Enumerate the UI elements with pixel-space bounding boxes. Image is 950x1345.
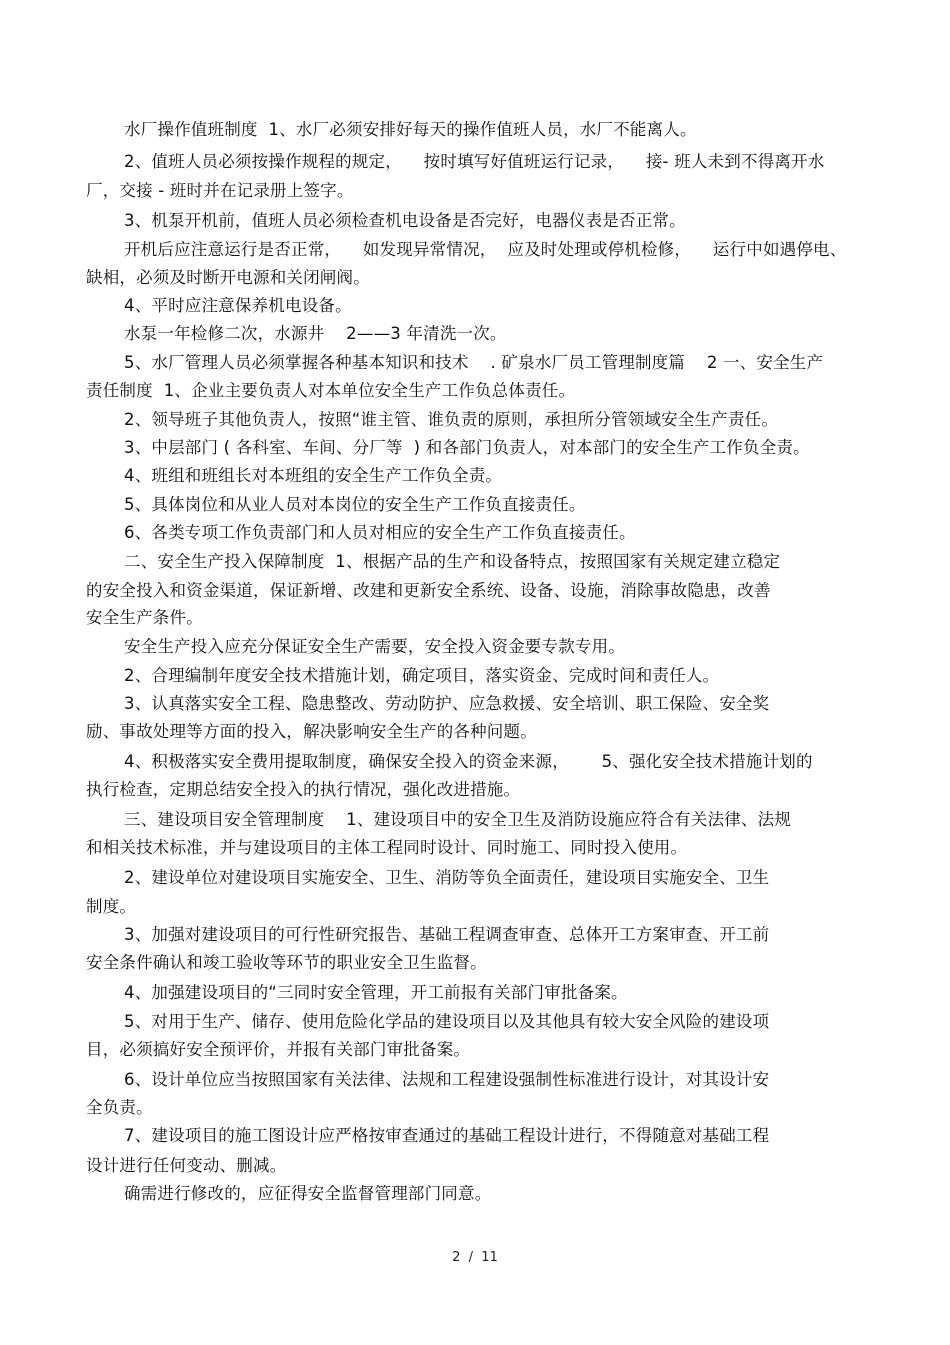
text-line: 6、设计单位应当按照国家有关法律、法规和工程建设强制性标准进行设计，对其设计安 [124,1070,770,1089]
text-line: 确需进行修改的，应征得安全监督管理部门同意。 [124,1184,492,1203]
text-line: 执行检查，定期总结安全投入的执行情况，强化改进措施。 [86,780,521,799]
text-line: 励、事故处理等方面的投入，解决影响安全生产的各种问题。 [86,722,537,741]
text-line: 三、建设项目安全管理制度 1、建设项目中的安全卫生及消防设施应符合有关法律、法规 [124,810,792,829]
text-line: 6、各类专项工作负责部门和人员对相应的安全生产工作负直接责任。 [124,523,636,542]
text-line: 2、领导班子其他负责人，按照“谁主管、谁负责的原则，承担所分管领域安全生产责任。 [124,410,779,429]
text-line: 2、合理编制年度安全技术措施计划，确定项目，落实资金、完成时间和责任人。 [124,666,720,685]
text-line: 水泵一年检修二次，水源井 2——3 年清洗一次。 [124,324,507,343]
text-line: 4、班组和班组长对本班组的安全生产工作负全责。 [124,466,503,485]
text-line: 5、对用于生产、储存、使用危险化学品的建设项目以及其他具有较大安全风险的建设项 [124,1012,770,1031]
text-line: 3、中层部门 ( 各科室、车间、分厂等 ) 和各部门负责人，对本部门的安全生产工作负全责。 [124,438,810,457]
text-line: 2、值班人员必须按操作规程的规定， 按时填写好值班运行记录， 接- 班人未到不得离开水 [124,152,825,171]
text-line: 4、积极落实安全费用提取制度，确保安全投入的资金来源， 5、强化安全技术措施计划的 [124,752,813,771]
text-line: 开机后应注意运行是否正常， 如发现异常情况， 应及时处理或停机检修， 运行中如遇停电、 [124,240,847,259]
text-line: 厂，交接 - 班时并在记录册上签字。 [86,181,354,200]
text-line: 安全生产条件。 [86,608,203,627]
text-line: 4、平时应注意保养机电设备。 [124,296,352,315]
text-line: 目，必须搞好安全预评价，并报有关部门审批备案。 [86,1040,471,1059]
text-line: 3、认真落实安全工程、隐患整改、劳动防护、应急救援、安全培训、职工保险、安全奖 [124,694,770,713]
text-line: 5、水厂管理人员必须掌握各种基本知识和技术 . 矿泉水厂员工管理制度篇 2 一、安全生产 [124,353,824,372]
text-line: 7、建设项目的施工图设计应严格按审查通过的基础工程设计进行，不得随意对基础工程 [124,1126,770,1145]
text-line: 全负责。 [86,1098,153,1117]
text-line: 5、具体岗位和从业人员对本岗位的安全生产工作负直接责任。 [124,495,586,514]
text-line: 3、机泵开机前，值班人员必须检查机电设备是否完好，电器仪表是否正常。 [124,211,686,230]
text-line: 3、加强对建设项目的可行性研究报告、基础工程调查审查、总体开工方案审查、开工前 [124,925,770,944]
text-line: 制度。 [86,897,137,916]
page-number: 2 / 11 [452,1250,498,1265]
text-line: 二、安全生产投入保障制度 1、根据产品的生产和设备特点，按照国家有关规定建立稳定 [124,552,781,571]
text-line: 2、建设单位对建设项目实施安全、卫生、消防等负全面责任，建设项目实施安全、卫生 [124,868,770,887]
text-line: 设计进行任何变动、删减。 [86,1156,287,1175]
text-line: 4、加强建设项目的“三同时安全管理，开工前报有关部门审批备案。 [124,983,628,1002]
text-line: 责任制度 1、企业主要负责人对本单位安全生产工作负总体责任。 [86,381,576,400]
text-line: 安全条件确认和竣工验收等环节的职业安全卫生监督。 [86,953,487,972]
text-line: 的安全投入和资金渠道，保证新增、改建和更新安全系统、设备、设施，消除事故隐患，改善 [86,581,771,600]
text-line: 安全生产投入应充分保证安全生产需要，安全投入资金要专款专用。 [124,637,625,656]
text-line: 缺相，必须及时断开电源和关闭闸阀。 [86,268,370,287]
text-line: 和相关技术标准，并与建设项目的主体工程同时设计、同时施工、同时投入使用。 [86,838,688,857]
text-line: 水厂操作值班制度 1、水厂必须安排好每天的操作值班人员，水厂不能离人。 [124,120,697,139]
